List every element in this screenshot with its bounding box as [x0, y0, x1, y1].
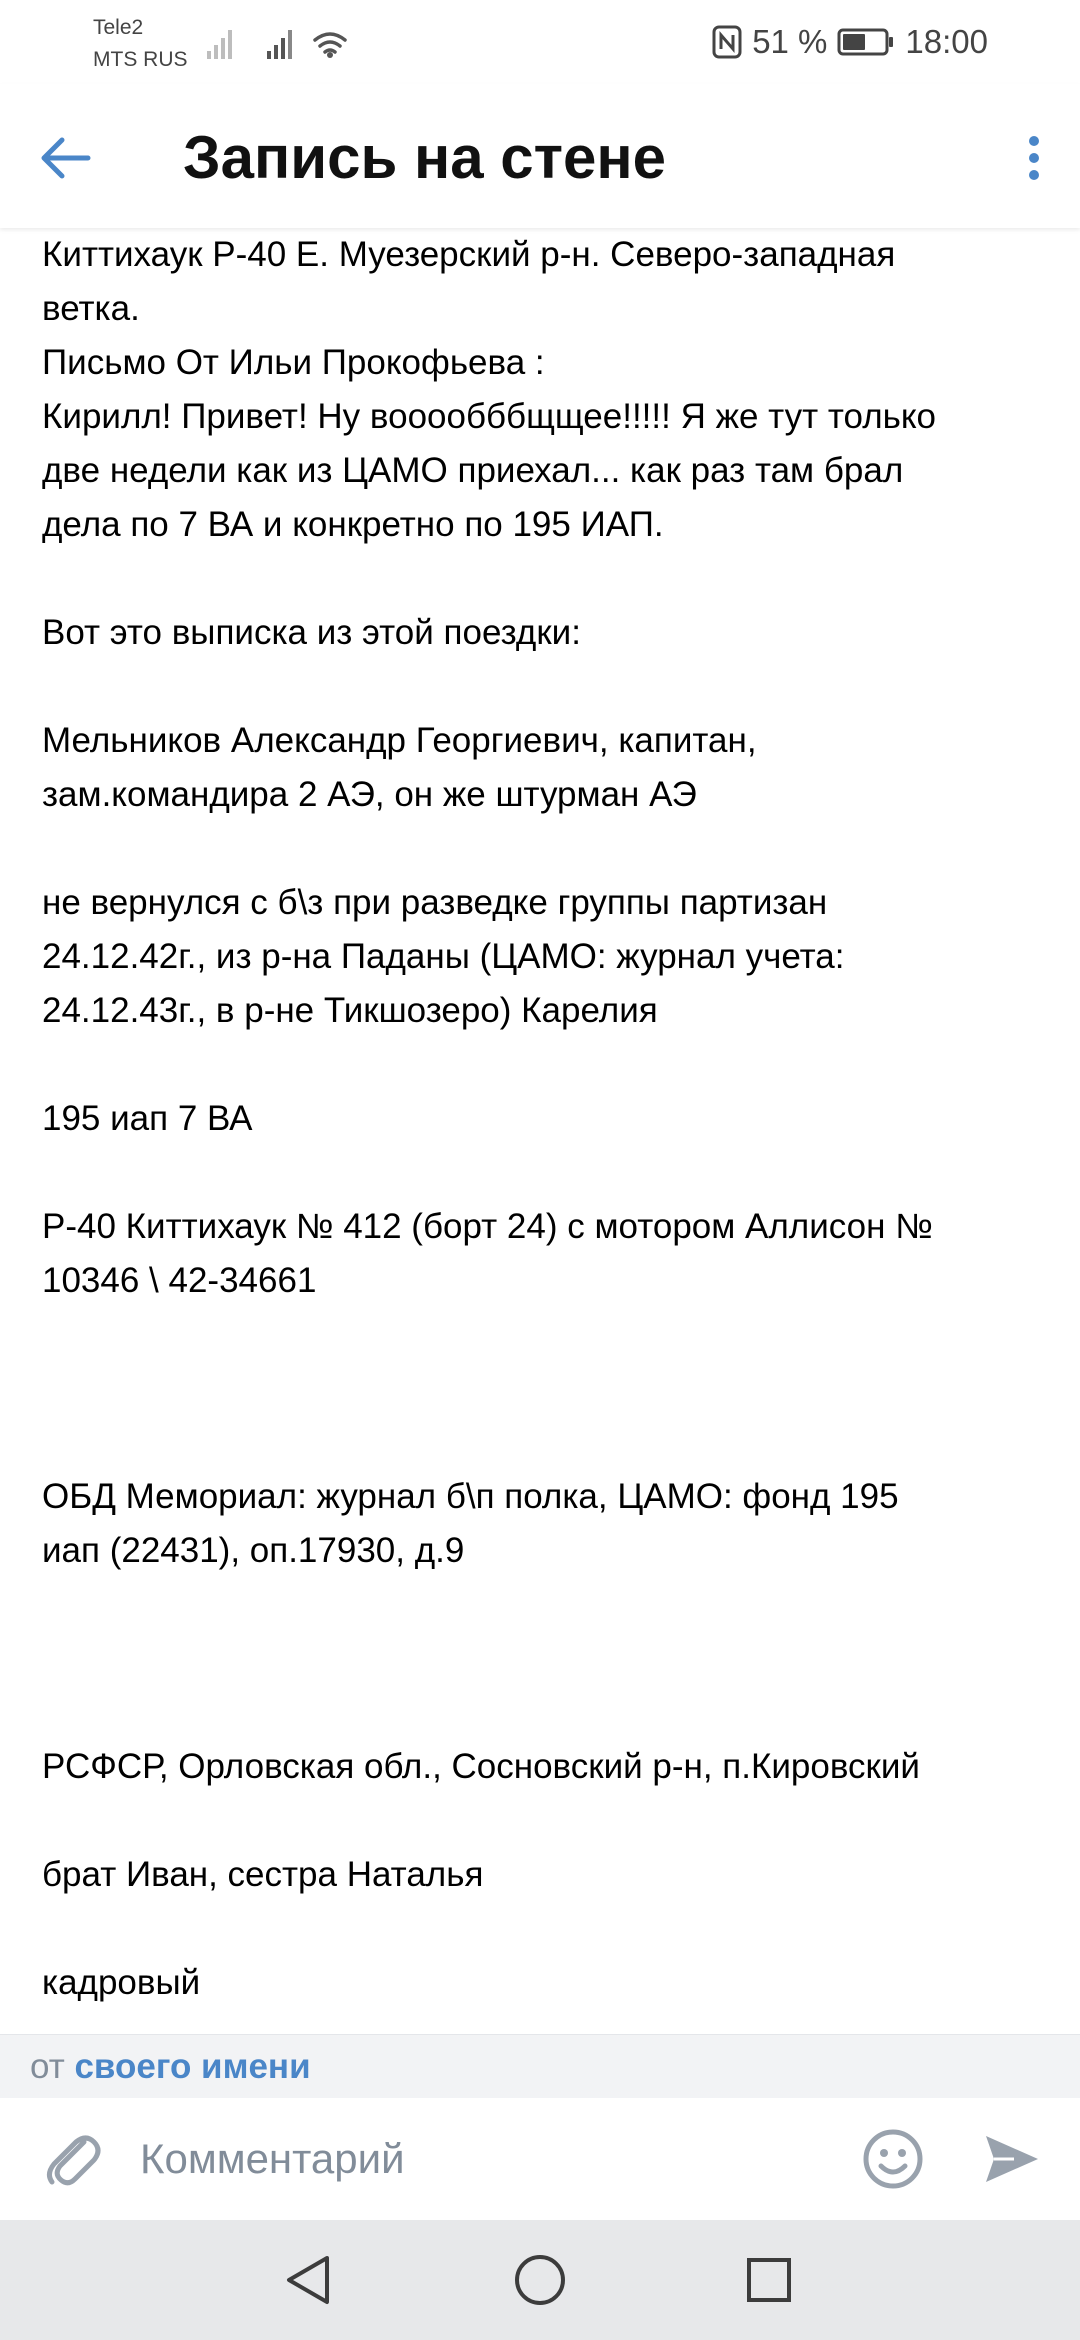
clock: 18:00: [905, 23, 988, 60]
post-text-line: Мельников Александр Георгиевич, капитан,: [42, 721, 757, 760]
post-text-line: 24.12.42г., из р-на Паданы (ЦАМО: журнал учета:: [42, 937, 845, 976]
post-text-line: дела по 7 ВА и конкретно по 195 ИАП.: [42, 505, 664, 544]
post-text-line: Киттихаук Р-40 Е. Муезерский р-н. Северо-западная: [42, 235, 896, 274]
author-link[interactable]: своего имени: [74, 2047, 311, 2086]
nav-back-button[interactable]: [270, 2242, 346, 2318]
post-text-line: Вот это выписка из этой поездки:: [42, 613, 581, 652]
emoji-button[interactable]: [858, 2124, 928, 2194]
back-button[interactable]: [30, 122, 102, 194]
send-icon: [982, 2132, 1040, 2186]
post-text-line: Кирилл! Привет! Ну вооообббщщее!!!!! Я же тут только: [42, 397, 937, 436]
post-text-line: 195 иап 7 ВА: [42, 1099, 253, 1138]
battery-percent: 51 %: [752, 23, 828, 60]
post-blank-line: [42, 1038, 1052, 1092]
post-text-line: 24.12.43г., в р-не Тикшозеро) Карелия: [42, 991, 658, 1030]
page-title: Запись на стене: [183, 124, 667, 191]
post-blank-line: [42, 1308, 1052, 1362]
carrier-info: [93, 12, 188, 76]
post-text-line: брат Иван, сестра Наталья: [42, 1855, 484, 1894]
post-text-line: кадровый: [42, 1963, 201, 2002]
post-blank-line: [42, 1686, 1052, 1740]
post-blank-line: [42, 660, 1052, 714]
author-bar: [0, 2034, 1080, 2098]
post-blank-line: [42, 1902, 1052, 1956]
carrier-name-primary: Tele2: [93, 16, 144, 39]
post-blank-line: [42, 1578, 1052, 1632]
post-text-line: 10346 \ 42-34661: [42, 1261, 317, 1300]
post-text-line: не вернулся с б\з при разведке группы партизан: [42, 883, 828, 922]
app-bar: [0, 84, 1080, 228]
post-blank-line: [42, 1362, 1052, 1416]
signal-icon: [205, 24, 355, 60]
post-text: [42, 228, 1052, 2010]
smiley-icon: [862, 2128, 924, 2190]
post-blank-line: [42, 1794, 1052, 1848]
nav-home-button[interactable]: [502, 2242, 578, 2318]
comment-input[interactable]: [140, 2118, 820, 2200]
post-text-line: Р-40 Киттихаук № 412 (борт 24) с мотором Аллисон №: [42, 1207, 933, 1246]
post-blank-line: [42, 822, 1052, 876]
nfc-icon: [712, 25, 742, 59]
post-text-line: иап (22431), оп.17930, д.9: [42, 1531, 465, 1570]
author-selector[interactable]: [30, 2045, 311, 2089]
post-blank-line: [42, 1416, 1052, 1470]
nav-recent-button[interactable]: [731, 2242, 807, 2318]
arrow-left-icon: [40, 136, 92, 180]
carrier-name-secondary: MTS RUS: [93, 48, 188, 71]
attach-button[interactable]: [38, 2124, 108, 2194]
nav-back-icon: [283, 2252, 333, 2308]
status-bar: [0, 0, 1080, 84]
status-right-group: [712, 18, 988, 66]
post-blank-line: [42, 552, 1052, 606]
post-blank-line: [42, 1146, 1052, 1200]
post-text-line: ОБД Мемориал: журнал б\п полка, ЦАМО: фонд 195: [42, 1477, 899, 1516]
system-nav-bar: [0, 2220, 1080, 2340]
post-blank-line: [42, 1632, 1052, 1686]
send-button[interactable]: [976, 2124, 1046, 2194]
nav-recent-icon: [744, 2255, 794, 2305]
post-text-line: зам.командира 2 АЭ, он же штурман АЭ: [42, 775, 697, 814]
post-text-line: две недели как из ЦАМО приехал... как раз там брал: [42, 451, 904, 490]
post-text-line: Письмо От Ильи Прокофьева :: [42, 343, 545, 382]
author-prefix: от: [30, 2047, 65, 2086]
post-text-line: ветка.: [42, 289, 140, 328]
paperclip-icon: [44, 2128, 102, 2190]
more-vertical-icon: [1027, 135, 1041, 181]
post-body: [0, 228, 1080, 2034]
battery-icon: [837, 28, 895, 56]
more-button[interactable]: [1002, 122, 1066, 194]
nav-home-icon: [512, 2252, 568, 2308]
post-text-line: РСФСР, Орловская обл., Сосновский р-н, п.Кировский: [42, 1747, 920, 1786]
comment-bar: [0, 2098, 1080, 2220]
